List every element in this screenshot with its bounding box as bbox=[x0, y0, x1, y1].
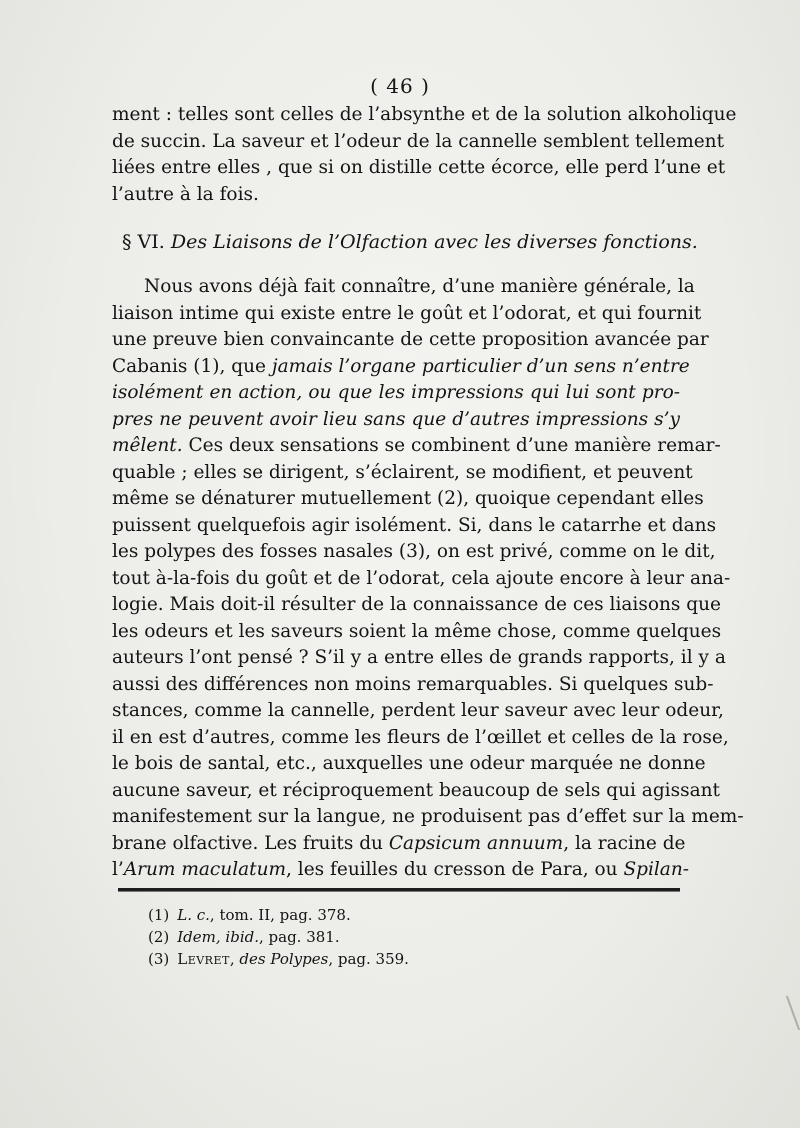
text-line bbox=[112, 831, 686, 858]
footnote bbox=[148, 926, 648, 948]
italic-segment: isolément en action, ou que les impressions qui lui sont pro- bbox=[112, 382, 680, 403]
footnote-author: Levret bbox=[177, 950, 230, 968]
text-segment: aussi des différences non moins remarquables. Si quelques sub- bbox=[112, 673, 714, 695]
text-segment: brane olfactive. Les fruits du bbox=[112, 832, 389, 854]
text-line bbox=[112, 380, 680, 407]
text-line bbox=[112, 433, 721, 460]
text-line bbox=[112, 301, 702, 328]
text-segment: aucune saveur, et réciproquement beaucoup de sels qui agissant bbox=[112, 779, 720, 801]
text-line bbox=[112, 672, 714, 699]
text-line bbox=[112, 513, 717, 540]
footnote bbox=[148, 948, 648, 970]
footnote-number: (1) bbox=[148, 906, 170, 924]
section-heading bbox=[122, 228, 698, 256]
text-segment: puissent quelquefois agir isolément. Si, dans le catarrhe et dans bbox=[112, 514, 717, 536]
text-segment: , les feuilles du cresson de Para, ou bbox=[286, 859, 624, 880]
text-line bbox=[112, 274, 695, 301]
footnote-italic-segment: des Polypes bbox=[239, 950, 329, 968]
footnote-italic-segment: L. c. bbox=[177, 906, 210, 924]
italic-segment: mêlent. bbox=[112, 435, 183, 456]
text-segment: les polypes des fosses nasales (3), on est privé, comme on le dit, bbox=[112, 541, 716, 562]
text-line bbox=[112, 698, 724, 725]
footnote-number: (3) bbox=[148, 950, 170, 968]
text-segment: le bois de santal, etc., auxquelles une odeur marquée ne donne bbox=[112, 753, 706, 774]
text-segment: tout à-la-fois du goût et de l’odorat, cela ajoute encore à leur ana- bbox=[112, 567, 731, 589]
footnotes-list bbox=[148, 904, 648, 970]
text-line bbox=[112, 725, 729, 752]
text-line bbox=[112, 804, 744, 831]
text-segment: auteurs l’ont pensé ? S’il y a entre elles de grands rapports, il y a bbox=[112, 647, 726, 668]
text-line bbox=[112, 751, 706, 778]
text-segment: une preuve bien convaincante de cette proposition avancée par bbox=[112, 329, 709, 350]
footnote-text: , bbox=[229, 950, 240, 968]
text-segment: il en est d’autres, comme les fleurs de l’œillet et celles de la rose, bbox=[112, 726, 729, 748]
section-marker: § VI. bbox=[122, 231, 165, 253]
page-number: ( 46 ) bbox=[370, 74, 430, 98]
footnote-text: , pag. 381. bbox=[258, 928, 340, 946]
italic-segment: pres ne peuvent avoir lieu sans que d’autres impressions s’y bbox=[112, 408, 680, 430]
text-line bbox=[112, 539, 716, 566]
text-line bbox=[112, 327, 709, 354]
text-segment: Nous avons déjà fait connaître, d’une manière générale, la bbox=[144, 276, 695, 297]
text-line: l’autre à la fois. bbox=[112, 183, 259, 205]
italic-segment: Capsicum annuum bbox=[388, 832, 564, 854]
text-line bbox=[112, 857, 689, 884]
page-edge-mark bbox=[786, 996, 800, 1031]
section-title: Des Liaisons de l’Olfaction avec les diverses fonctions. bbox=[170, 231, 698, 253]
text-line bbox=[112, 407, 680, 434]
text-line bbox=[112, 778, 720, 805]
text-segment: , la racine de bbox=[563, 832, 686, 854]
text-line: ment : telles sont celles de l’absynthe et de la solution alkoholique bbox=[112, 104, 737, 125]
text-line bbox=[112, 592, 721, 619]
text-line bbox=[112, 645, 726, 672]
text-segment: liaison intime qui existe entre le goût et l’odorat, et qui fournit bbox=[112, 302, 702, 324]
text-segment: les odeurs et les saveurs soient la même chose, comme quelques bbox=[112, 620, 722, 642]
footnote bbox=[148, 904, 648, 926]
footnote-text: , pag. 359. bbox=[328, 950, 409, 968]
italic-segment: jamais l’organe particulier d’un sens n’entre bbox=[271, 355, 690, 377]
footnote-rule bbox=[118, 888, 680, 892]
text-line: de succin. La saveur et l’odeur de la cannelle semblent tellement bbox=[112, 130, 725, 152]
footnote-text: , tom. II, pag. 378. bbox=[209, 906, 351, 924]
text-segment: Ces deux sensations se combinent d’une manière remar- bbox=[182, 435, 721, 456]
italic-segment: Spilan- bbox=[623, 859, 689, 880]
footnote-italic-segment: Idem, ibid. bbox=[177, 928, 259, 946]
text-line bbox=[112, 486, 704, 513]
text-segment: l’ bbox=[112, 859, 124, 880]
footnote-number: (2) bbox=[148, 928, 170, 946]
text-line bbox=[112, 619, 722, 646]
main-paragraph bbox=[112, 274, 744, 884]
text-line: liées entre elles , que si on distille cette écorce, elle perd l’une et bbox=[112, 157, 726, 178]
text-segment: Cabanis (1), que bbox=[112, 355, 272, 377]
text-line bbox=[112, 354, 690, 381]
text-line bbox=[112, 566, 731, 593]
intro-paragraph bbox=[112, 102, 737, 208]
text-line bbox=[112, 460, 693, 487]
text-segment: manifestement sur la langue, ne produisent pas d’effet sur la mem- bbox=[112, 806, 744, 827]
text-segment: stances, comme la cannelle, perdent leur saveur avec leur odeur, bbox=[112, 700, 724, 721]
text-segment: quable ; elles se dirigent, s’éclairent, se modifient, et peuvent bbox=[112, 461, 693, 483]
text-segment: logie. Mais doit-il résulter de la connaissance de ces liaisons que bbox=[112, 594, 721, 615]
text-segment: même se dénaturer mutuellement (2), quoique cependant elles bbox=[112, 488, 704, 509]
italic-segment: Arum maculatum bbox=[123, 859, 287, 880]
